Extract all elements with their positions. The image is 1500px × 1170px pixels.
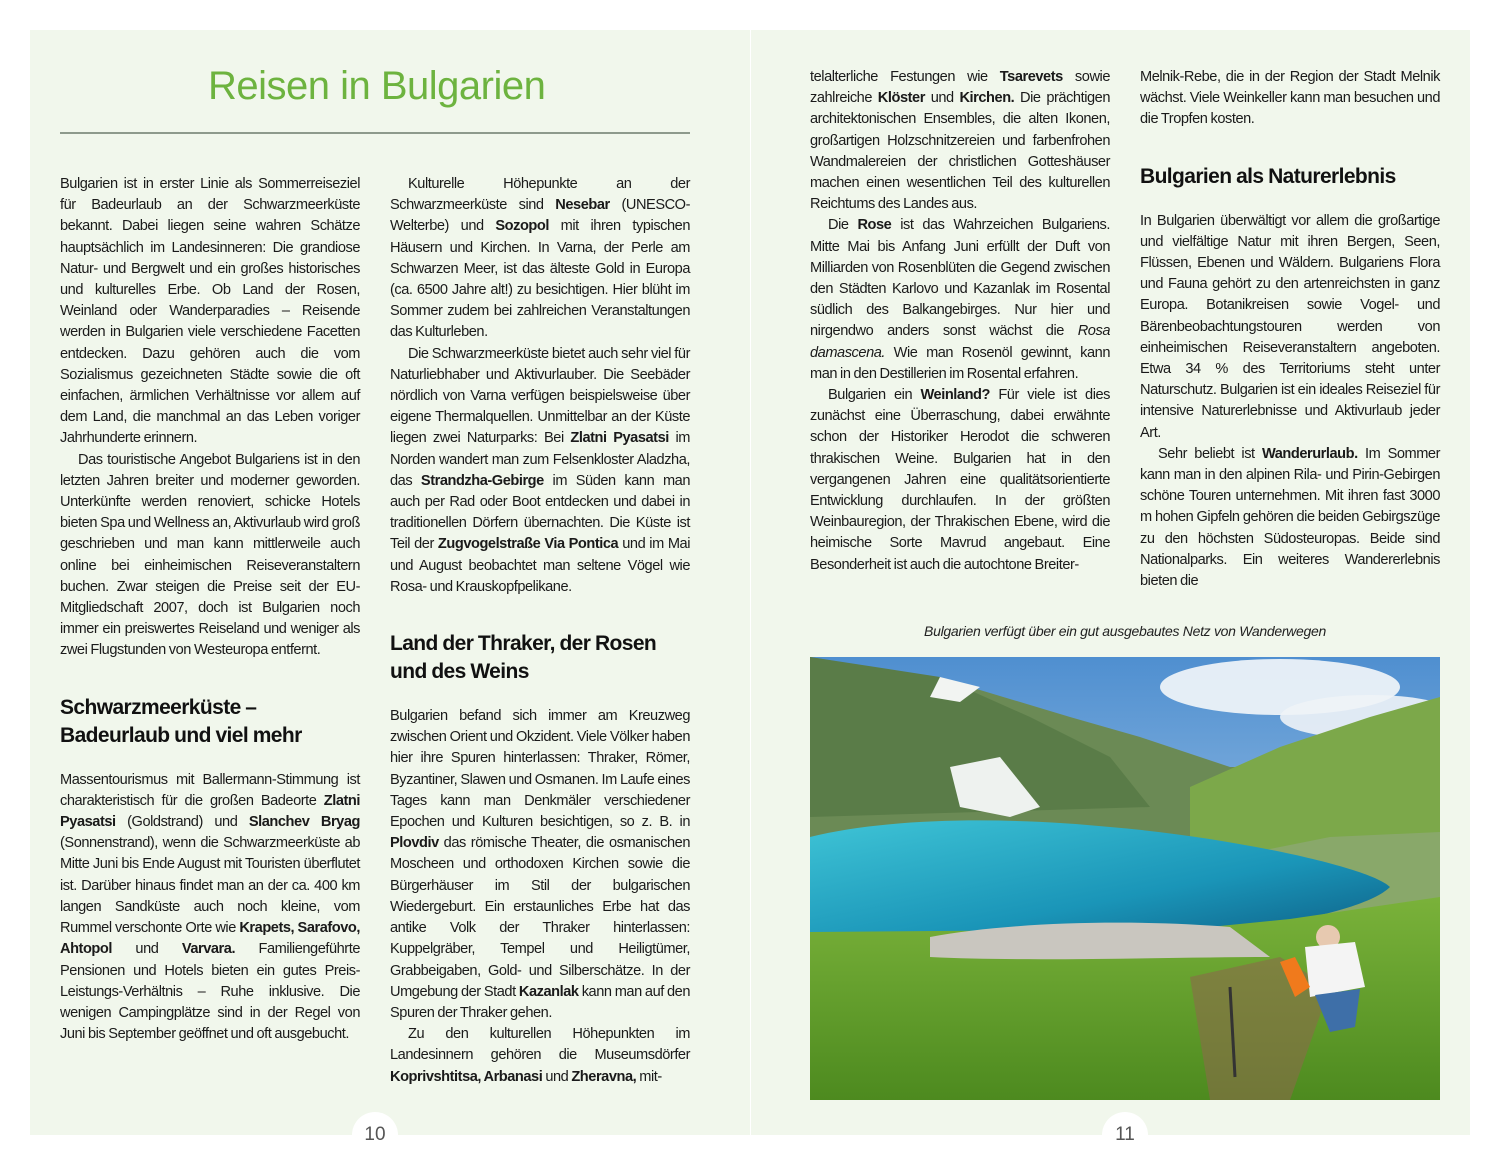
text-run: sowie zahlreiche [810, 69, 1110, 107]
bold-term: Tsarevets [999, 69, 1063, 85]
text-run: und [924, 90, 960, 107]
text-run: Massentourismus mit Ballermann-Stimmung ist charakteristisch für die großen Badeorte [60, 771, 360, 809]
bold-term: Zugvogelstraße Via Pontica [437, 536, 619, 553]
bold-term: Kirchen. [959, 90, 1015, 107]
section-heading [390, 630, 690, 686]
bold-term: Zlatni Pyasatsi [570, 430, 669, 447]
text-run: Bulgarien ist in erster Linie als Sommerreiseziel für Badeurlaub an der Schwarzmeerküste bekannt. Dabei liegen seine wahren Schätze hauptsächlich im Landesinneren: Die grandiose Natur- und Bergwelt und ein großes historisches und kulturelles Erbe. Ob Land der Rosen, Weinland oder Wanderparadies – Reisende werden in Bulgarien viele verschiedene Facetten entdecken. Dazu gehören auch die vom Sozialismus gezeichneten Städte sowie die oft einfachen, ärmlichen Verhältnisse vor allem auf dem Land, die manchmal an das Leben voriger Jahrhunderte erinnern. [60, 176, 360, 447]
text-run: Das touristische Angebot Bulgariens ist in den letzten Jahren breiter und moderner geworden. Unterkünfte werden renoviert, schicke Hotels bieten Spa und Wellness an, Aktivurlaub wird groß geschrieben und man kann mittlerweile auch online bei einheimischen Reiseveranstaltern buchen. Zwar steigen die Preise seit der EU-Mitgliedschaft 2007, doch ist Bulgarien noch immer ein preiswertes Reiseland und weniger als zwei Flugstunden von Westeuropa entfernt. [60, 451, 360, 659]
bold-term: Varvara. [181, 941, 236, 958]
text-run: das römische Theater, die osmanischen Moscheen und orthodoxen Kirchen sowie die Bürgerhäuser im Stil der bulgarischen Wiedergeburt. Ein erstaunliches Erbe hat das antike Volk der Thraker hinterlassen: Kuppelgräber, Tempel und Heiligtümer, Grabbeigaben, Gold- und Silberschätze. In der Umgebung der Stadt [390, 835, 690, 1000]
text-run: mit- [636, 1068, 662, 1085]
italic-term: Rosa damascena. [810, 323, 1110, 361]
text-column-1 [60, 174, 360, 1045]
text-run: Die prächtigen architektonischen Ensembles, die alten Ikonen, großartigen Holzschnitzereien und farbenfrohen Wandmalereien der christlichen Gotteshäuser machen einen wesentlichen Teil des kulturellen Reichtums des Landes aus. [810, 90, 1110, 213]
section-heading [60, 694, 360, 750]
bold-term: Plovdiv [390, 835, 439, 852]
text-run: Bulgarien ein [828, 387, 921, 404]
photo-caption: Bulgarien verfügt über ein gut ausgebautes Netz von Wanderwegen [924, 623, 1326, 639]
photo-mountain-lake [810, 657, 1440, 1100]
paragraph [810, 67, 1110, 215]
paragraph [390, 1024, 690, 1088]
bold-term: Sozopol [495, 218, 549, 235]
text-run: Sehr beliebt ist [1158, 445, 1262, 462]
paragraph [390, 174, 690, 344]
page-number-right: 11 [1115, 1124, 1135, 1145]
bold-term: Strandzha-Gebirge [420, 472, 544, 489]
text-run: Für viele ist dies zunächst eine Überraschung, dabei erwähnte schon der Historiker Herodot die schweren thrakischen Weine. Bulgarien hat in den vergangenen Jahren eine qualitätsorientierte Entwicklung durchlaufen. In der größten Weinbauregion, der Thrakischen Ebene, wird die heimische Sorte Mavrud angebaut. Eine Besonderheit ist auch die autochtone Breiter- [810, 387, 1110, 573]
paragraph [390, 344, 690, 598]
paragraph [1140, 444, 1440, 592]
bold-term: Wanderurlaub. [1261, 445, 1358, 462]
text-run: Land der Thraker, der Rosen und des Weins [390, 632, 657, 684]
bold-term: Weinland? [920, 387, 990, 404]
title-divider [60, 132, 690, 134]
text-run: mit ihren typischen Häusern und Kirchen. In Varna, der Perle am Schwarzen Meer, ist das älteste Gold in Europa (ca. 6500 Jahre alt!) zu besichtigen. Hier blüht im Sommer zudem bei zahlreichen Veranstaltungen das Kulturleben. [390, 218, 691, 341]
text-run: im Süden kann man auch per Rad oder Boot entdecken und dabei in traditionellen Dörfern übernachten. Die Küste ist Teil der [390, 472, 691, 553]
bold-term: Zheravna, [571, 1068, 637, 1085]
text-run: Zu den kulturellen Höhepunkten im Landesinnern gehören die Museumsdörfer [390, 1026, 690, 1064]
text-run: In Bulgarien überwältigt vor allem die großartige und vielfältige Natur mit ihren Bergen, Seen, Flüssen, Ebenen und Wäldern. Bulgariens Flora und Fauna gehört zu den artenreichsten in ganz Europa. Botanikreisen sowie Vogel- und Bärenbeobachtungstouren werden von einheimischen Reiseveranstaltern angeboten. Etwa 34 % des Territoriums steht unter Naturschutz. Bulgarien ist ein ideales Reiseziel für intensive Naturerlebnisse und Aktivurlaub jeder Art. [1140, 212, 1440, 441]
text-column-2 [390, 174, 690, 1088]
bold-term: Klöster [877, 90, 925, 107]
text-run: und [111, 941, 182, 958]
paragraph [60, 174, 360, 450]
text-run: telalterliche Festungen wie [810, 69, 1000, 85]
text-column-3 [810, 67, 1110, 576]
text-run: (Goldstrand) und [115, 814, 249, 831]
text-run: Die [828, 217, 858, 234]
text-run: (Sonnenstrand), wenn die Schwarzmeerküste ab Mitte Juni bis Ende August mit Touristen überflutet ist. Darüber hinaus findet man an der ca. 400 km langen Sandküste auch noch kleine, vom Rummel verschonte Orte wie [60, 835, 360, 937]
bold-term: Koprivshtitsa, Arbanasi [390, 1068, 543, 1085]
text-run: kann man auf den Spuren der Thraker gehen. [390, 983, 690, 1021]
page-title: Reisen in Bulgarien [208, 64, 546, 108]
bold-term: Slanchev Bryag [248, 814, 360, 831]
paragraph [1140, 211, 1440, 444]
text-run: Bulgarien befand sich immer am Kreuzweg zwischen Orient und Okzident. Viele Völker haben hier ihre Spuren hinterlassen: Thraker, Römer, Byzantiner, Slawen und Osmanen. Im Laufe eines Tages kann man Denkmäler verschiedener Epochen und Kulturen besichtigen, so z. B. in [390, 708, 690, 831]
bold-term: Zlatni Pyasatsi [60, 792, 360, 831]
text-run: ist das Wahrzeichen Bulgariens. Mitte Mai bis Anfang Juni erfüllt der Duft von Milliarden von Rosenblüten die Gegend zwischen den Städten Karlovo und Kazanlak im Rosental südlich des Balkangebirges. Nur hier und nirgendwo anders sonst wächst die [810, 217, 1110, 340]
text-run: Familiengeführte Pensionen und Hotels bieten ein gutes Preis-Leistungs-Verhältnis – Ruhe inklusive. Die wenigen Campingplätze sind in der Regel von Juni bis September geöffnet und oft ausgebucht. [60, 941, 360, 1043]
bold-term: Krapets, Sarafovo, Ahtopol [60, 920, 360, 958]
paragraph [60, 770, 360, 1046]
paragraph [60, 450, 360, 662]
text-run: Kulturelle Höhepunkte an der Schwarzmeerküste sind [390, 176, 690, 214]
text-run: und [542, 1068, 572, 1085]
text-column-4 [1140, 67, 1440, 592]
text-run: Die Schwarzmeerküste bietet auch sehr viel für Naturliebhaber und Aktivurlauber. Die Seebäder nördlich von Varna verfügen beispielsweise über eigene Thermalquellen. Unmittelbar an der Küste liegen zwei Naturparks: Bei [390, 345, 690, 447]
text-run: Wie man Rosenöl gewinnt, kann man in den Destillerien im Rosental erfahren. [810, 344, 1110, 382]
text-run: und im Mai und August beobachtet man seltene Vögel wie Rosa- und Krauskopfpelikane. [390, 536, 690, 595]
page-number-left: 10 [364, 1124, 386, 1145]
section-heading [1140, 163, 1440, 191]
text-run: Melnik-Rebe, die in der Region der Stadt Melnik wächst. Viele Weinkeller kann man besuchen und die Tropfen kosten. [1140, 69, 1440, 128]
bold-term: Rose [857, 217, 892, 234]
paragraph [810, 215, 1110, 385]
mountain-lake-illustration [810, 657, 1440, 1100]
bold-term: Kazanlak [518, 983, 579, 1000]
paragraph [390, 706, 690, 1024]
text-run: (UNESCO-Welterbe) und [390, 197, 690, 235]
paragraph [1140, 67, 1440, 131]
bold-term: Nesebar [555, 197, 610, 214]
paragraph [810, 385, 1110, 576]
text-run: im Norden wandert man zum Felsenkloster Aladzha, das [390, 430, 690, 489]
text-run: Im Sommer kann man in den alpinen Rila- und Pirin-Gebirgen schöne Touren unternehmen. Mit ihren fast 3000 m hohen Gipfeln gehören die beiden Gebirgszüge zu den höchsten Südosteuropas. Beide sind Nationalparks. Ein weiteres Wandererlebnis bieten die [1140, 445, 1441, 590]
text-run: Bulgarien als Naturerlebnis [1140, 164, 1396, 188]
text-run: Schwarzmeerküste – Badeurlaub und viel mehr [60, 695, 302, 747]
